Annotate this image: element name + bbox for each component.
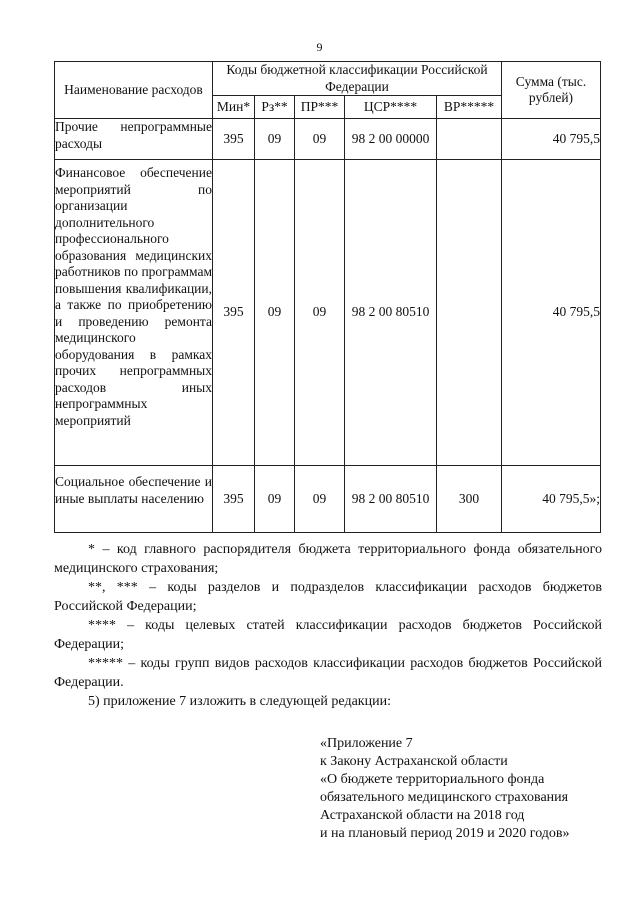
row-rz: 09 (255, 119, 295, 160)
row-csr: 98 2 00 00000 (345, 119, 437, 160)
header-pr: ПР*** (295, 96, 345, 119)
footnotes (54, 540, 602, 692)
appendix-line: «О бюджете территориального фонда (320, 772, 545, 787)
row-min: 395 (213, 160, 255, 466)
appendix-header (320, 735, 570, 843)
row-min: 395 (213, 466, 255, 533)
footnote-csr: **** – коды целевых статей классификации расходов бюджетов Российской Федерации; (54, 618, 602, 652)
budget-table (54, 61, 601, 533)
row-vr (437, 119, 502, 160)
header-min: Мин* (213, 96, 255, 119)
row-name: Финансовое обеспечение мероприятий по организации дополнительного профессионального образования медицинских работников по программам повышения квалификации, а также по приобретению и проведению ремонта медицинского оборудования в рамках прочих непрограммных расходов иных непрограммных мероприятий (55, 160, 213, 466)
row-csr: 98 2 00 80510 (345, 160, 437, 466)
row-rz: 09 (255, 466, 295, 533)
header-vr: ВР***** (437, 96, 502, 119)
row-vr: 300 (437, 466, 502, 533)
appendix-line: Астраханской области на 2018 год (320, 808, 525, 823)
header-rz: Рз** (255, 96, 295, 119)
appendix-line: «Приложение 7 (320, 736, 413, 751)
appendix-line: обязательного медицинского страхования (320, 790, 569, 805)
appendix-line: к Закону Астраханской области (320, 754, 508, 769)
row-pr: 09 (295, 160, 345, 466)
row-name: Социальное обеспечение и иные выплаты населению (55, 466, 213, 533)
table-header-row (55, 62, 601, 96)
header-codes: Коды бюджетной классификации Российской Федерации (213, 62, 502, 96)
row-vr (437, 160, 502, 466)
row-rz: 09 (255, 160, 295, 466)
row-sum: 40 795,5 (502, 119, 601, 160)
header-sum: Сумма (тыс. рублей) (502, 62, 601, 119)
row-name: Прочие непрограммные расходы (55, 119, 213, 160)
row-sum: 40 795,5»; (502, 466, 601, 533)
table-row (55, 160, 601, 466)
row-sum: 40 795,5 (502, 160, 601, 466)
amendment-text: 5) приложение 7 изложить в следующей редакции: (88, 694, 391, 709)
row-min: 395 (213, 119, 255, 160)
row-csr: 98 2 00 80510 (345, 466, 437, 533)
footnote-vr: ***** – коды групп видов расходов классификации расходов бюджетов Российской Федерации. (54, 656, 602, 690)
table-row (55, 119, 601, 160)
header-name: Наименование расходов (55, 62, 213, 119)
row-pr: 09 (295, 119, 345, 160)
page-number: 9 (316, 40, 323, 54)
header-csr: ЦСР**** (345, 96, 437, 119)
footnote-min: * – код главного распорядителя бюджета территориального фонда обязательного медицинского страхования; (54, 542, 602, 576)
row-pr: 09 (295, 466, 345, 533)
appendix-line: и на плановый период 2019 и 2020 годов» (320, 826, 570, 841)
footnote-rz-pr: **, *** – коды разделов и подразделов классификации расходов бюджетов Российской Федерации; (54, 580, 602, 614)
table-row (55, 466, 601, 533)
